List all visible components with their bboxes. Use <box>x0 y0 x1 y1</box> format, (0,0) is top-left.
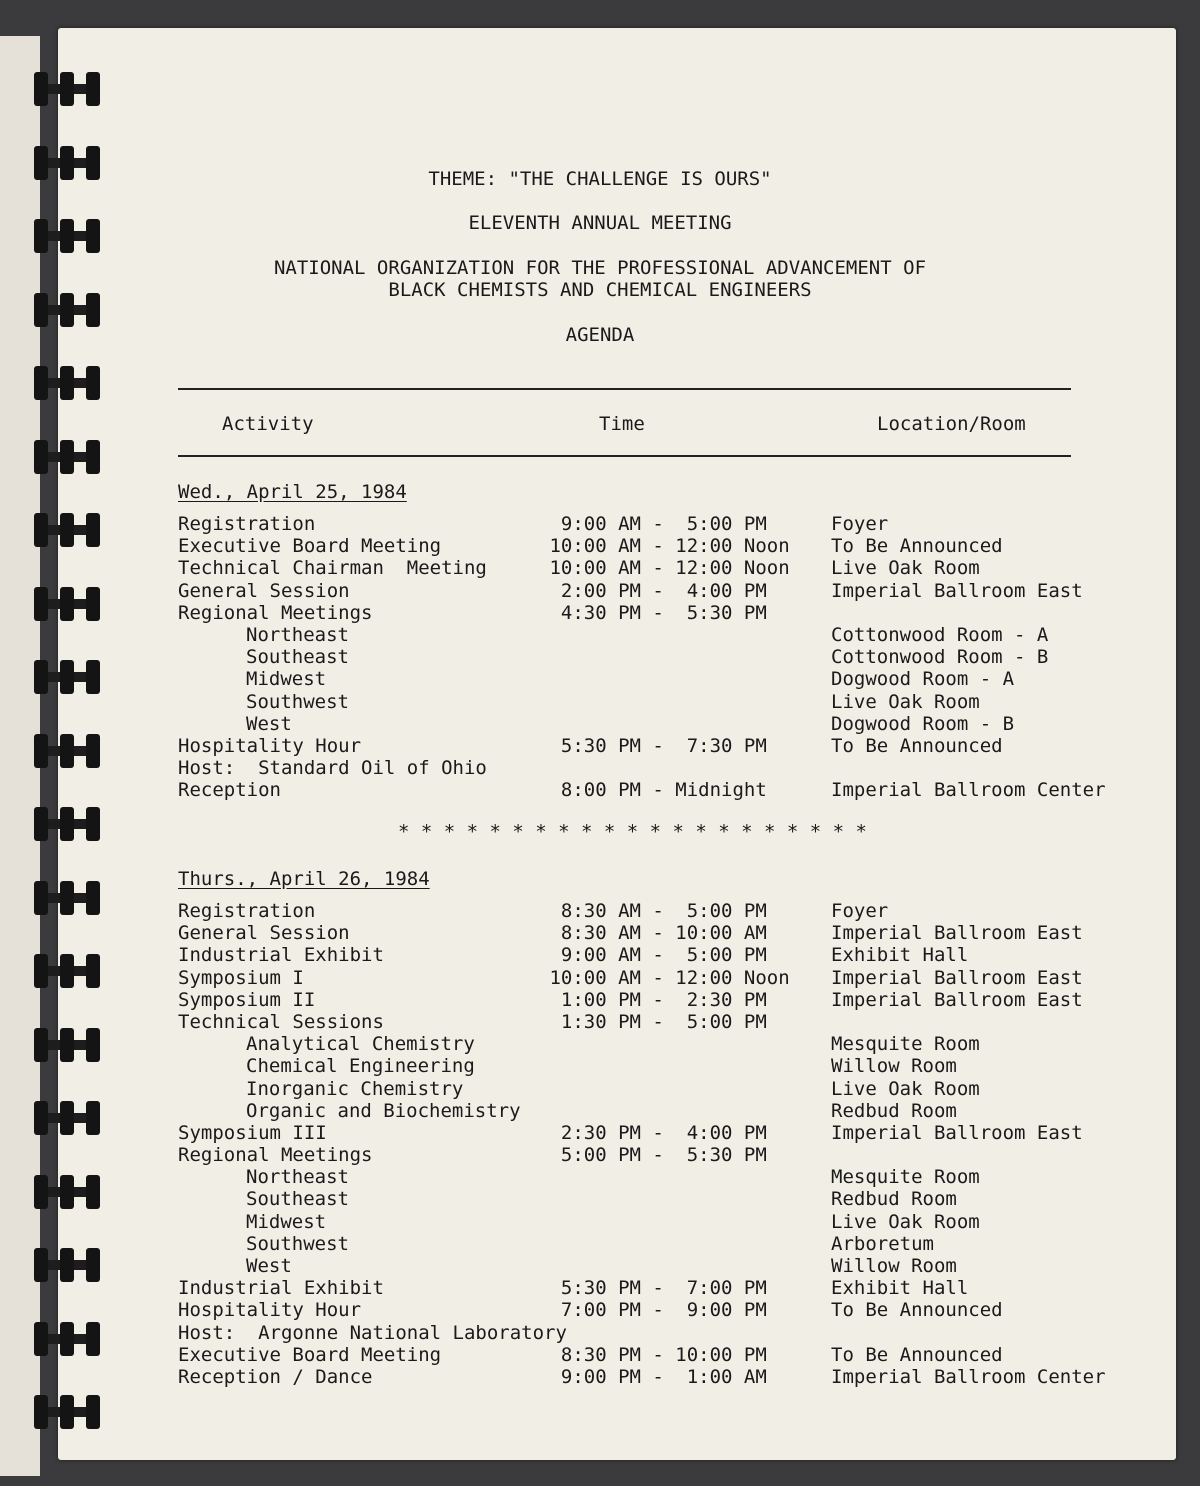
location-cell: Live Oak Room <box>831 557 980 580</box>
activity-cell: General Session <box>178 922 350 945</box>
schedule-row <box>0 1233 1200 1255</box>
activity-cell: Technical Sessions <box>178 1010 384 1033</box>
schedule-row <box>0 944 1200 966</box>
schedule-row <box>0 1322 1200 1344</box>
sub-activity-cell: Midwest <box>246 668 327 691</box>
schedule-wed <box>0 513 1200 801</box>
activity-cell: Host: Standard Oil of Ohio <box>178 757 487 780</box>
activity-cell: Technical Chairman Meeting <box>178 557 487 580</box>
time-cell: 1:30 PM - 5:00 PM <box>538 1010 767 1033</box>
organization-line-1: NATIONAL ORGANIZATION FOR THE PROFESSIONAL ADVANCEMENT OF <box>273 257 927 279</box>
schedule-row <box>0 624 1200 646</box>
schedule-row <box>0 1144 1200 1166</box>
schedule-row <box>0 1277 1200 1299</box>
time-cell: 8:30 AM - 5:00 PM <box>538 900 767 922</box>
time-cell: 10:00 AM - 12:00 Noon <box>538 966 790 989</box>
time-cell: 5:30 PM - 7:00 PM <box>538 1277 767 1300</box>
schedule-row <box>0 1055 1200 1077</box>
location-cell: Redbud Room <box>831 1099 957 1122</box>
schedule-row <box>0 1255 1200 1277</box>
schedule-row <box>0 646 1200 668</box>
location-cell: Dogwood Room - A <box>831 668 1015 691</box>
location-cell: Dogwood Room - B <box>831 712 1015 735</box>
location-cell: Mesquite Room <box>831 1166 980 1189</box>
schedule-row <box>0 557 1200 579</box>
binding-coil <box>32 72 100 106</box>
schedule-row <box>0 1188 1200 1210</box>
sub-activity-cell: Analytical Chemistry <box>246 1033 475 1056</box>
header-rule-bottom <box>178 455 1071 457</box>
schedule-row <box>0 580 1200 602</box>
location-cell: To Be Announced <box>831 734 1003 757</box>
location-cell: Imperial Ballroom East <box>831 988 1083 1011</box>
activity-cell: Executive Board Meeting <box>178 535 442 558</box>
activity-cell: Hospitality Hour <box>178 1299 362 1322</box>
sub-activity-cell: Southeast <box>246 646 349 669</box>
time-cell: 10:00 AM - 12:00 Noon <box>538 535 790 558</box>
schedule-row <box>0 1078 1200 1100</box>
sub-activity-cell: Organic and Biochemistry <box>246 1099 521 1122</box>
schedule-row <box>0 900 1200 922</box>
schedule-row <box>0 602 1200 624</box>
location-cell: Live Oak Room <box>831 1077 980 1100</box>
sub-activity-cell: Southwest <box>246 1232 349 1255</box>
schedule-row <box>0 513 1200 535</box>
header-rule-top <box>178 388 1071 390</box>
location-cell: Cottonwood Room - A <box>831 623 1049 646</box>
schedule-row <box>0 1100 1200 1122</box>
schedule-row <box>0 668 1200 690</box>
sub-activity-cell: Chemical Engineering <box>246 1055 475 1078</box>
sub-activity-cell: Northeast <box>246 623 349 646</box>
meeting-title: ELEVENTH ANNUAL MEETING <box>468 212 732 234</box>
location-cell: Exhibit Hall <box>831 1277 969 1300</box>
time-cell: 4:30 PM - 5:30 PM <box>538 601 767 624</box>
location-cell: To Be Announced <box>831 1299 1003 1322</box>
location-cell: To Be Announced <box>831 1343 1003 1366</box>
day-heading-thurs: Thurs., April 26, 1984 <box>178 868 430 890</box>
activity-cell: Symposium I <box>178 966 304 989</box>
activity-cell: Reception <box>178 779 281 802</box>
sub-activity-cell: Inorganic Chemistry <box>246 1077 464 1100</box>
sub-activity-cell: Midwest <box>246 1210 327 1233</box>
schedule-row <box>0 1344 1200 1366</box>
column-header-time: Time <box>599 413 645 435</box>
time-cell: 5:30 PM - 7:30 PM <box>538 734 767 757</box>
location-cell: Imperial Ballroom Center <box>831 779 1106 802</box>
time-cell: 8:00 PM - Midnight <box>538 779 767 802</box>
organization-line-2: BLACK CHEMISTS AND CHEMICAL ENGINEERS <box>388 279 812 301</box>
time-cell: 10:00 AM - 12:00 Noon <box>538 557 790 580</box>
schedule-row <box>0 757 1200 779</box>
location-cell: Exhibit Hall <box>831 944 969 967</box>
location-cell: Foyer <box>831 513 889 535</box>
activity-cell: Registration <box>178 900 316 922</box>
day-heading-wed: Wed., April 25, 1984 <box>178 481 407 503</box>
column-header-location: Location/Room <box>877 413 1026 435</box>
location-cell: Cottonwood Room - B <box>831 646 1049 669</box>
location-cell: Live Oak Room <box>831 1210 980 1233</box>
schedule-row <box>0 989 1200 1011</box>
activity-cell: Symposium II <box>178 988 316 1011</box>
location-cell: Imperial Ballroom East <box>831 922 1083 945</box>
activity-cell: Registration <box>178 513 316 535</box>
location-cell: Willow Room <box>831 1255 957 1277</box>
schedule-row <box>0 691 1200 713</box>
schedule-row <box>0 1299 1200 1321</box>
time-cell: 9:00 AM - 5:00 PM <box>538 944 767 967</box>
time-cell: 9:00 PM - 1:00 AM <box>538 1365 767 1388</box>
binding-coil <box>32 440 100 474</box>
schedule-row <box>0 1166 1200 1188</box>
activity-cell: Reception / Dance <box>178 1365 373 1388</box>
location-cell: Arboretum <box>831 1232 934 1255</box>
schedule-row <box>0 967 1200 989</box>
sub-activity-cell: West <box>246 712 292 735</box>
time-cell: 8:30 AM - 10:00 AM <box>538 922 767 945</box>
column-header-activity: Activity <box>222 413 314 435</box>
schedule-row <box>0 1366 1200 1388</box>
activity-cell: Industrial Exhibit <box>178 1277 384 1300</box>
time-cell: 1:00 PM - 2:30 PM <box>538 988 767 1011</box>
schedule-row <box>0 1033 1200 1055</box>
time-cell: 2:30 PM - 4:00 PM <box>538 1121 767 1144</box>
time-cell: 2:00 PM - 4:00 PM <box>538 579 767 602</box>
activity-cell: Regional Meetings <box>178 601 373 624</box>
schedule-thurs <box>0 900 1200 1388</box>
theme-line: THEME: "THE CHALLENGE IS OURS" <box>428 168 772 190</box>
location-cell: Redbud Room <box>831 1188 957 1211</box>
schedule-row <box>0 779 1200 801</box>
agenda-title: AGENDA <box>565 324 635 346</box>
sub-activity-cell: Southwest <box>246 690 349 713</box>
location-cell: Imperial Ballroom Center <box>831 1365 1106 1388</box>
binding-coil <box>32 807 100 841</box>
schedule-row <box>0 713 1200 735</box>
activity-cell: Industrial Exhibit <box>178 944 384 967</box>
location-cell: Willow Room <box>831 1055 957 1078</box>
time-cell: 8:30 PM - 10:00 PM <box>538 1343 767 1366</box>
schedule-row <box>0 735 1200 757</box>
activity-cell: Regional Meetings <box>178 1144 373 1167</box>
location-cell: To Be Announced <box>831 535 1003 558</box>
schedule-row <box>0 922 1200 944</box>
schedule-row <box>0 1011 1200 1033</box>
time-cell: 9:00 AM - 5:00 PM <box>538 513 767 535</box>
sub-activity-cell: West <box>246 1255 292 1277</box>
activity-cell: Symposium III <box>178 1121 327 1144</box>
location-cell: Imperial Ballroom East <box>831 1121 1083 1144</box>
location-cell: Live Oak Room <box>831 690 980 713</box>
activity-cell: Executive Board Meeting <box>178 1343 442 1366</box>
sub-activity-cell: Southeast <box>246 1188 349 1211</box>
activity-cell: Host: Argonne National Laboratory <box>178 1321 567 1344</box>
schedule-row <box>0 1122 1200 1144</box>
schedule-row <box>0 1211 1200 1233</box>
sub-activity-cell: Northeast <box>246 1166 349 1189</box>
activity-cell: Hospitality Hour <box>178 734 362 757</box>
time-cell: 5:00 PM - 5:30 PM <box>538 1144 767 1167</box>
location-cell: Foyer <box>831 900 889 922</box>
section-separator: * * * * * * * * * * * * * * * * * * * * * <box>398 821 867 843</box>
location-cell: Imperial Ballroom East <box>831 579 1083 602</box>
time-cell: 7:00 PM - 9:00 PM <box>538 1299 767 1322</box>
location-cell: Mesquite Room <box>831 1033 980 1056</box>
location-cell: Imperial Ballroom East <box>831 966 1083 989</box>
activity-cell: General Session <box>178 579 350 602</box>
binding-coil <box>32 366 100 400</box>
binding-coil <box>32 1395 100 1429</box>
schedule-row <box>0 535 1200 557</box>
